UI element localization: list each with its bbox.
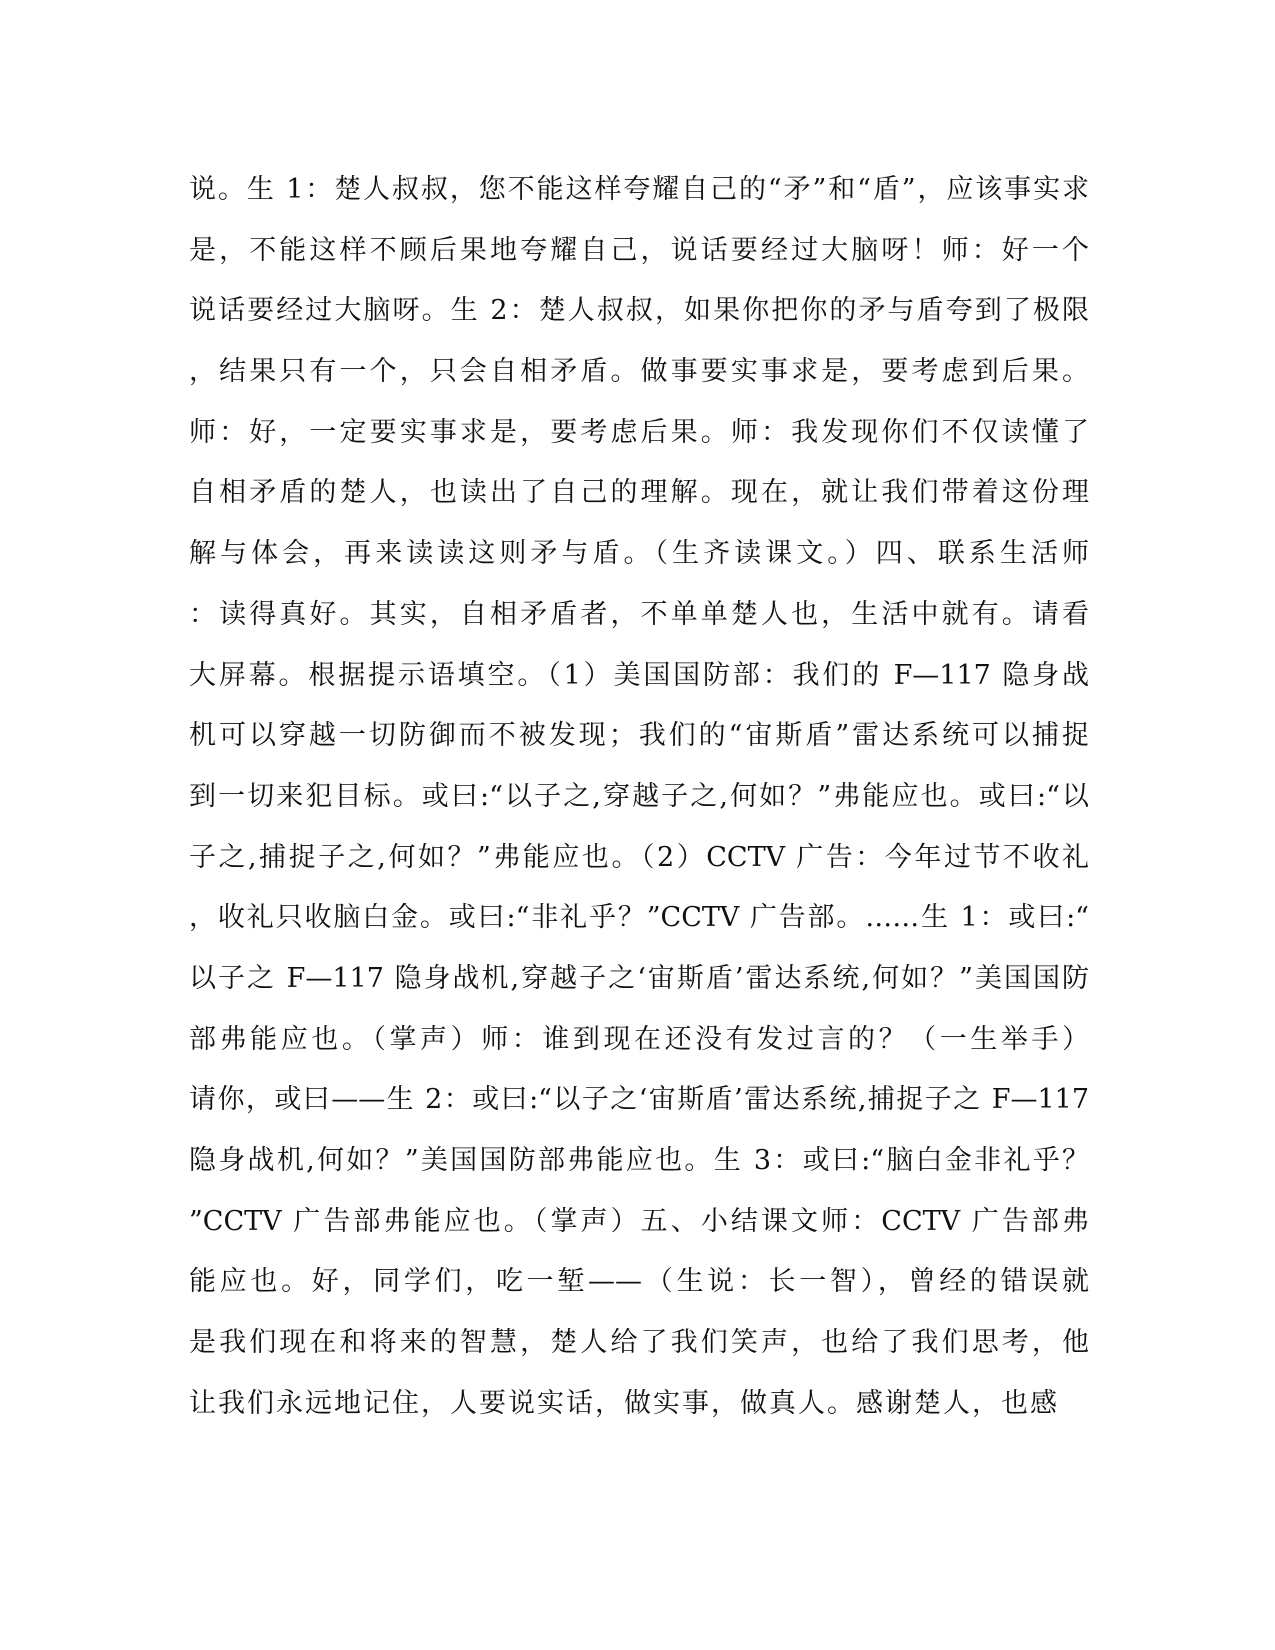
- text-line: 让我们永远地记住，人要说实话，做实事，做真人。感谢楚人，也感: [189, 1387, 1059, 1419]
- text-line: 到一切来犯目标。或曰:“以子之,穿越子之,何如？”弗能应也。或曰:“以: [189, 780, 1089, 812]
- text-line: 说话要经过大脑呀。生 2：楚人叔叔，如果你把你的矛与盾夸到了极限: [189, 295, 1089, 327]
- text-line: 是我们现在和将来的智慧，楚人给了我们笑声，也给了我们思考，他: [189, 1327, 1089, 1359]
- text-line: 自相矛盾的楚人，也读出了自己的理解。现在，就让我们带着这份理: [189, 477, 1089, 509]
- text-line: ：读得真好。其实，自相矛盾者，不单单楚人也，生活中就有。请看: [189, 598, 1089, 630]
- text-line: 隐身战机,何如？”美国国防部弗能应也。生 3：或曰:“脑白金非礼乎？: [189, 1145, 1089, 1176]
- text-line: 部弗能应也。（掌声）师：谁到现在还没有发过言的？（一生举手）: [189, 1023, 1089, 1055]
- text-line: ，结果只有一个，只会自相矛盾。做事要实事求是，要考虑到后果。: [189, 356, 1089, 388]
- text-line: 是，不能这样不顾后果地夸耀自己，说话要经过大脑呀！师：好一个: [189, 234, 1089, 266]
- text-line: ，收礼只收脑白金。或曰:“非礼乎？”CCTV 广告部。……生 1：或曰:“: [189, 902, 1089, 934]
- text-line: 子之,捕捉子之,何如？”弗能应也。（2）CCTV 广告：今年过节不收礼: [189, 841, 1089, 873]
- text-line: 以子之 F—117 隐身战机,穿越子之‘宙斯盾’雷达系统,何如？”美国国防: [189, 962, 1089, 994]
- text-line: 大屏幕。根据提示语填空。（1）美国国防部：我们的 F—117 隐身战: [189, 659, 1089, 691]
- text-line: 机可以穿越一切防御而不被发现；我们的“宙斯盾”雷达系统可以捕捉: [189, 720, 1089, 752]
- text-line: 说。生 1：楚人叔叔，您不能这样夸耀自己的“矛”和“盾”，应该事实求: [189, 174, 1089, 205]
- text-line: 能应也。好，同学们，吃一堑——（生说：长一智），曾经的错误就: [189, 1266, 1089, 1298]
- text-line: 解与体会，再来读读这则矛与盾。（生齐读课文。）四、联系生活师: [189, 538, 1089, 570]
- text-line: ”CCTV 广告部弗能应也。（掌声）五、小结课文师：CCTV 广告部弗: [189, 1205, 1089, 1237]
- body-text: [189, 160, 1089, 1434]
- text-line: 请你，或曰——生 2：或曰:“以子之‘宙斯盾’雷达系统,捕捉子之 F—117: [189, 1084, 1089, 1116]
- text-line: 师：好，一定要实事求是，要考虑后果。师：我发现你们不仅读懂了: [189, 416, 1089, 448]
